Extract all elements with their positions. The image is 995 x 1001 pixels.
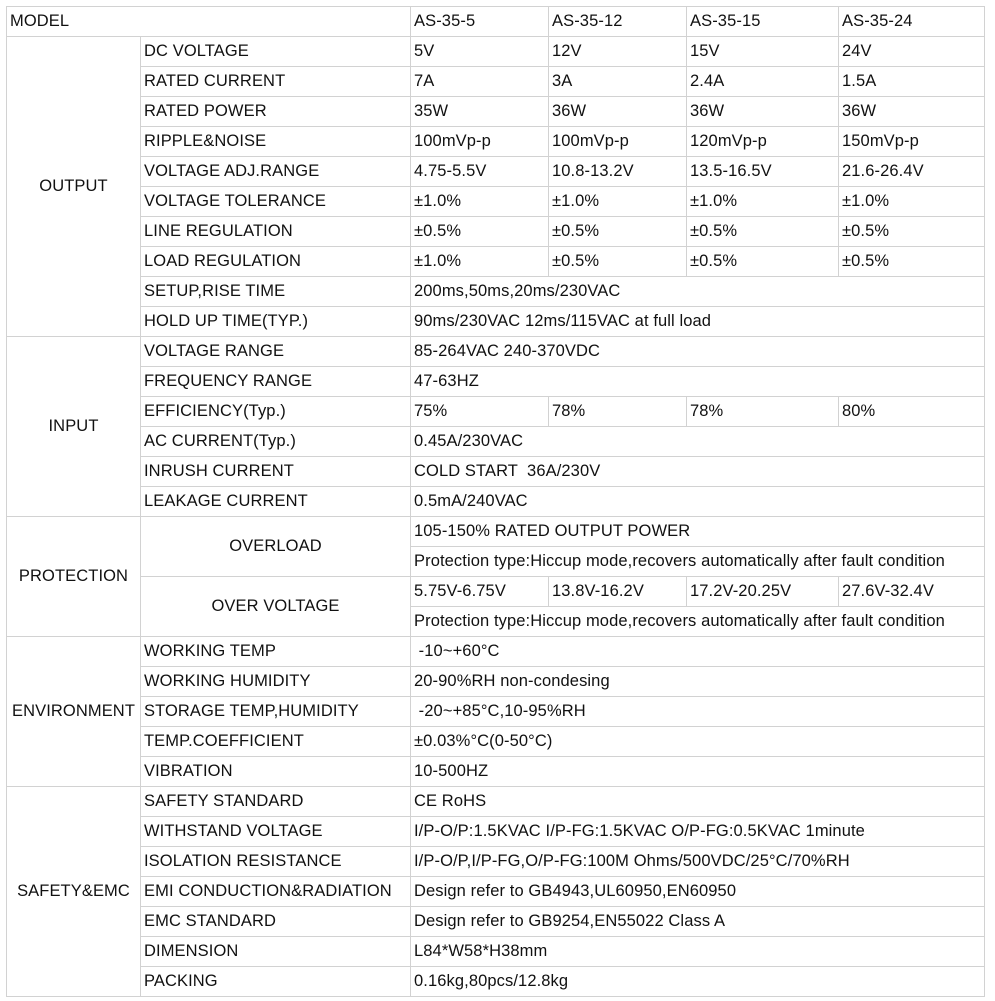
cell-value: ±0.5% xyxy=(839,217,985,247)
cell-value: 0.5mA/240VAC xyxy=(411,487,985,517)
table-row xyxy=(7,307,985,337)
table-row xyxy=(7,517,985,547)
row-label: LOAD REGULATION xyxy=(141,247,411,277)
cell-value: 13.5-16.5V xyxy=(687,157,839,187)
row-label: AC CURRENT(Typ.) xyxy=(141,427,411,457)
group-input-label: INPUT xyxy=(7,337,141,517)
cell-value: 10.8-13.2V xyxy=(549,157,687,187)
cell-value: ±1.0% xyxy=(549,187,687,217)
table-row xyxy=(7,367,985,397)
row-label: VOLTAGE RANGE xyxy=(141,337,411,367)
row-label: RATED CURRENT xyxy=(141,67,411,97)
cell-value: ±0.5% xyxy=(687,247,839,277)
cell-value: 13.8V-16.2V xyxy=(549,577,687,607)
cell-value: ±1.0% xyxy=(411,187,549,217)
cell-value: 0.16kg,80pcs/12.8kg xyxy=(411,967,985,997)
cell-value: ±0.5% xyxy=(839,247,985,277)
cell-value: 17.2V-20.25V xyxy=(687,577,839,607)
cell-value: ±1.0% xyxy=(839,187,985,217)
row-label: VOLTAGE TOLERANCE xyxy=(141,187,411,217)
row-label: TEMP.COEFFICIENT xyxy=(141,727,411,757)
row-label: VOLTAGE ADJ.RANGE xyxy=(141,157,411,187)
header-row xyxy=(7,7,985,37)
cell-value: Protection type:Hiccup mode,recovers automatically after fault condition xyxy=(411,607,985,637)
cell-value: ±1.0% xyxy=(687,187,839,217)
cell-value: 5V xyxy=(411,37,549,67)
cell-value: ±0.5% xyxy=(687,217,839,247)
row-label: FREQUENCY RANGE xyxy=(141,367,411,397)
row-label: WORKING HUMIDITY xyxy=(141,667,411,697)
table-row xyxy=(7,577,985,607)
cell-value: 15V xyxy=(687,37,839,67)
cell-value: ±0.5% xyxy=(549,247,687,277)
cell-value: 10-500HZ xyxy=(411,757,985,787)
table-row xyxy=(7,847,985,877)
cell-value: 24V xyxy=(839,37,985,67)
table-row xyxy=(7,667,985,697)
cell-value: 27.6V-32.4V xyxy=(839,577,985,607)
cell-value: I/P-O/P:1.5KVAC I/P-FG:1.5KVAC O/P-FG:0.5KVAC 1minute xyxy=(411,817,985,847)
row-label: LEAKAGE CURRENT xyxy=(141,487,411,517)
group-environment-label: ENVIRONMENT xyxy=(7,637,141,787)
cell-value: Design refer to GB9254,EN55022 Class A xyxy=(411,907,985,937)
cell-value: ±1.0% xyxy=(411,247,549,277)
table-row xyxy=(7,877,985,907)
row-label: EMC STANDARD xyxy=(141,907,411,937)
cell-value: L84*W58*H38mm xyxy=(411,937,985,967)
cell-value: 80% xyxy=(839,397,985,427)
cell-value: 200ms,50ms,20ms/230VAC xyxy=(411,277,985,307)
table-row xyxy=(7,67,985,97)
cell-value: -10~+60°C xyxy=(411,637,985,667)
cell-value: 7A xyxy=(411,67,549,97)
table-row xyxy=(7,157,985,187)
table-row xyxy=(7,127,985,157)
row-label: LINE REGULATION xyxy=(141,217,411,247)
cell-value: ±0.5% xyxy=(411,217,549,247)
row-label: DC VOLTAGE xyxy=(141,37,411,67)
table-row xyxy=(7,217,985,247)
row-label: PACKING xyxy=(141,967,411,997)
cell-value: 0.45A/230VAC xyxy=(411,427,985,457)
cell-value: Design refer to GB4943,UL60950,EN60950 xyxy=(411,877,985,907)
cell-value: 90ms/230VAC 12ms/115VAC at full load xyxy=(411,307,985,337)
group-protection-label: PROTECTION xyxy=(7,517,141,637)
cell-value: 100mVp-p xyxy=(549,127,687,157)
spec-table xyxy=(6,6,985,997)
cell-value: 78% xyxy=(549,397,687,427)
cell-value: ±0.03%°C(0-50°C) xyxy=(411,727,985,757)
row-label: HOLD UP TIME(TYP.) xyxy=(141,307,411,337)
cell-value: 20-90%RH non-condesing xyxy=(411,667,985,697)
cell-value: 85-264VAC 240-370VDC xyxy=(411,337,985,367)
table-row xyxy=(7,487,985,517)
model-name: AS-35-5 xyxy=(411,7,549,37)
row-label: RATED POWER xyxy=(141,97,411,127)
table-row xyxy=(7,757,985,787)
cell-value: Protection type:Hiccup mode,recovers automatically after fault condition xyxy=(411,547,985,577)
table-row xyxy=(7,187,985,217)
group-safety-label: SAFETY&EMC xyxy=(7,787,141,997)
cell-value: 5.75V-6.75V xyxy=(411,577,549,607)
cell-value: 36W xyxy=(839,97,985,127)
row-label: EMI CONDUCTION&RADIATION xyxy=(141,877,411,907)
model-label: MODEL xyxy=(7,7,411,37)
cell-value: I/P-O/P,I/P-FG,O/P-FG:100M Ohms/500VDC/25°C/70%RH xyxy=(411,847,985,877)
row-label: WITHSTAND VOLTAGE xyxy=(141,817,411,847)
overload-label: OVERLOAD xyxy=(141,517,411,577)
cell-value: -20~+85°C,10-95%RH xyxy=(411,697,985,727)
table-row xyxy=(7,337,985,367)
row-label: SAFETY STANDARD xyxy=(141,787,411,817)
table-row xyxy=(7,937,985,967)
cell-value: COLD START 36A/230V xyxy=(411,457,985,487)
table-row xyxy=(7,247,985,277)
table-row xyxy=(7,97,985,127)
model-name: AS-35-12 xyxy=(549,7,687,37)
model-name: AS-35-15 xyxy=(687,7,839,37)
row-label: SETUP,RISE TIME xyxy=(141,277,411,307)
table-row xyxy=(7,637,985,667)
table-row xyxy=(7,457,985,487)
cell-value: 36W xyxy=(549,97,687,127)
row-label: RIPPLE&NOISE xyxy=(141,127,411,157)
table-row xyxy=(7,427,985,457)
cell-value: 100mVp-p xyxy=(411,127,549,157)
row-label: ISOLATION RESISTANCE xyxy=(141,847,411,877)
cell-value: 150mVp-p xyxy=(839,127,985,157)
cell-value: 21.6-26.4V xyxy=(839,157,985,187)
cell-value: 4.75-5.5V xyxy=(411,157,549,187)
table-row xyxy=(7,397,985,427)
cell-value: 1.5A xyxy=(839,67,985,97)
cell-value: 35W xyxy=(411,97,549,127)
group-output-label: OUTPUT xyxy=(7,37,141,337)
cell-value: 105-150% RATED OUTPUT POWER xyxy=(411,517,985,547)
table-row xyxy=(7,727,985,757)
table-row xyxy=(7,907,985,937)
row-label: EFFICIENCY(Typ.) xyxy=(141,397,411,427)
table-row xyxy=(7,787,985,817)
table-row xyxy=(7,697,985,727)
model-name: AS-35-24 xyxy=(839,7,985,37)
cell-value: 2.4A xyxy=(687,67,839,97)
cell-value: 3A xyxy=(549,67,687,97)
cell-value: 36W xyxy=(687,97,839,127)
cell-value: 120mVp-p xyxy=(687,127,839,157)
cell-value: 47-63HZ xyxy=(411,367,985,397)
row-label: WORKING TEMP xyxy=(141,637,411,667)
table-row xyxy=(7,37,985,67)
table-row xyxy=(7,817,985,847)
cell-value: 75% xyxy=(411,397,549,427)
row-label: STORAGE TEMP,HUMIDITY xyxy=(141,697,411,727)
cell-value: ±0.5% xyxy=(549,217,687,247)
table-row xyxy=(7,277,985,307)
table-row xyxy=(7,967,985,997)
row-label: DIMENSION xyxy=(141,937,411,967)
row-label: VIBRATION xyxy=(141,757,411,787)
over-voltage-label: OVER VOLTAGE xyxy=(141,577,411,637)
cell-value: 78% xyxy=(687,397,839,427)
row-label: INRUSH CURRENT xyxy=(141,457,411,487)
cell-value: 12V xyxy=(549,37,687,67)
cell-value: CE RoHS xyxy=(411,787,985,817)
